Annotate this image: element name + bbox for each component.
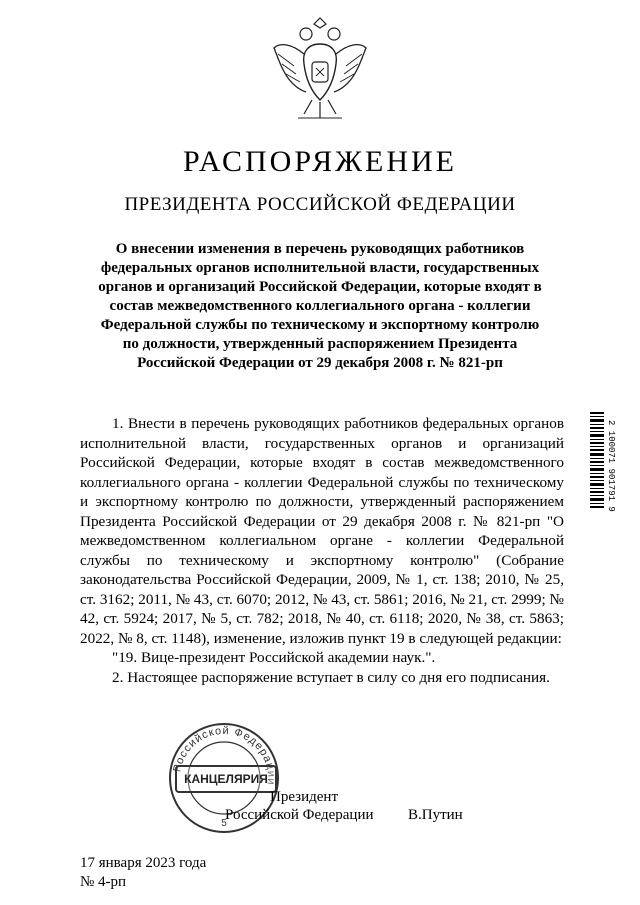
document-type-heading: РАСПОРЯЖЕНИЕ — [182, 145, 458, 178]
issuer-heading: ПРЕЗИДЕНТА РОССИЙСКОЙ ФЕДЕРАЦИИ — [124, 194, 516, 215]
signatory-title-line-1: Президент — [270, 789, 338, 805]
coat-of-arms-russia-icon — [268, 14, 372, 130]
stamp-center-label: КАНЦЕЛЯРИЯ — [175, 765, 277, 793]
signatory-title-line-2: Российской Федерации — [225, 807, 374, 823]
signatory-name: В.Путин — [408, 807, 463, 823]
quoted-amendment: "19. Вице-президент Российской академии наук.". — [112, 649, 436, 666]
stamp-ring-text: Российской Федерации — [171, 724, 278, 786]
document-date: 17 января 2023 года — [80, 855, 207, 871]
document-number: № 4-рп — [80, 874, 127, 890]
document-body — [80, 414, 564, 687]
paragraph-2: 2. Настоящее распоряжение вступает в силу со дня его подписания. — [112, 668, 550, 686]
barcode-number: 2 100071 901791 9 — [606, 420, 616, 512]
paragraph-1: 1. Внести в перечень руководящих работников федеральных органов исполнительной власти, государственных органов и организаций Российской Федерации, которые входят в состав межведомственного коллегиального органа - коллегии Федеральной службы по техническому и экспортному контролю по должности, утвержденный распоряжением Президента Российской Федерации от 29 декабря 2008 г. № 821-рп "О межведомственном коллегиальном органе - коллегии Федеральной службы по техническому и экспортному контролю" (Собрание законодательства Российской Федерации, 2009, № 1, ст. 138; 2010, № 25, ст. 3162; 2011, № 43, ст. 6070; 2012, № 43, ст. 5861; 2016, № 21, ст. 2999; № 42, ст. 5924; 2017, № 5, ст. 782; 2018, № 40, ст. 6118; 2020, № 38, ст. 5863; 2022, № 8, ст. 1148), изменение, изложив пункт 19 в следующей редакции: — [80, 415, 564, 647]
document-title: О внесении изменения в перечень руководящих работников федеральных органов исполнительной власти, государственных органов и организаций Российской Федерации, которые входят в состав межведомственного коллегиального органа - коллегии Федеральной службы по техническому и экспортному контролю по должности, утвержденный распоряжением Президента Российской Федерации от 29 декабря 2008 г. № 821-рп — [98, 241, 542, 371]
stamp-ring-number: 5 — [221, 818, 227, 829]
